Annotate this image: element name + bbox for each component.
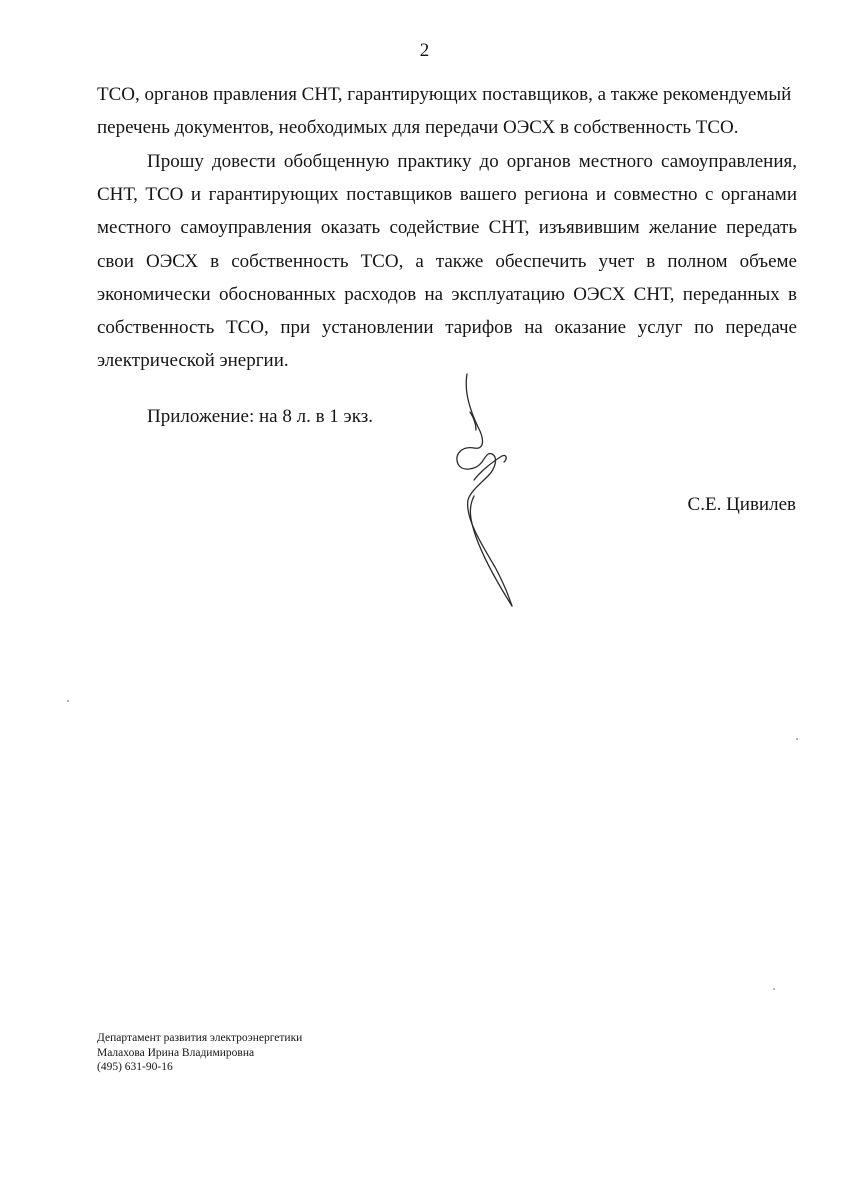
scan-speck <box>796 738 798 740</box>
page-number: 2 <box>419 40 430 61</box>
paragraph-1-line-2: перечень документов, необходимых для передачи ОЭСХ в собственность ТСО. <box>97 117 739 139</box>
footer-phone: (495) 631-90-16 <box>97 1061 173 1073</box>
paragraph-2: Прошу довести обобщенную практику до органов местного самоуправления, СНТ, ТСО и гарантирующих поставщиков вашего региона и совместно с органами местного самоуправления оказать содействие СНТ, изъявившим желание передать свои ОЭСХ в собственность ТСО, а также обеспечить учет в полном объеме экономически обоснованных расходов на эксплуатацию ОЭСХ СНТ, переданных в собственность ТСО, при установлении тарифов на оказание услуг по передаче электрической энергии. <box>97 151 797 372</box>
executor-footer <box>97 1031 302 1075</box>
paragraph-1-line-1: ТСО, органов правления СНТ, гарантирующих поставщиков, а также рекомендуемый <box>97 84 792 105</box>
signer-name: С.Е. Цивилев <box>687 494 796 515</box>
scan-speck <box>773 988 775 990</box>
handwritten-signature <box>440 372 530 612</box>
footer-department: Департамент развития электроэнергетики <box>97 1032 303 1044</box>
paragraph-1 <box>97 78 797 144</box>
attachment-note: Приложение: на 8 л. в 1 экз. <box>147 406 373 427</box>
footer-executor: Малахова Ирина Владимировна <box>97 1046 255 1059</box>
scan-speck <box>67 700 69 702</box>
